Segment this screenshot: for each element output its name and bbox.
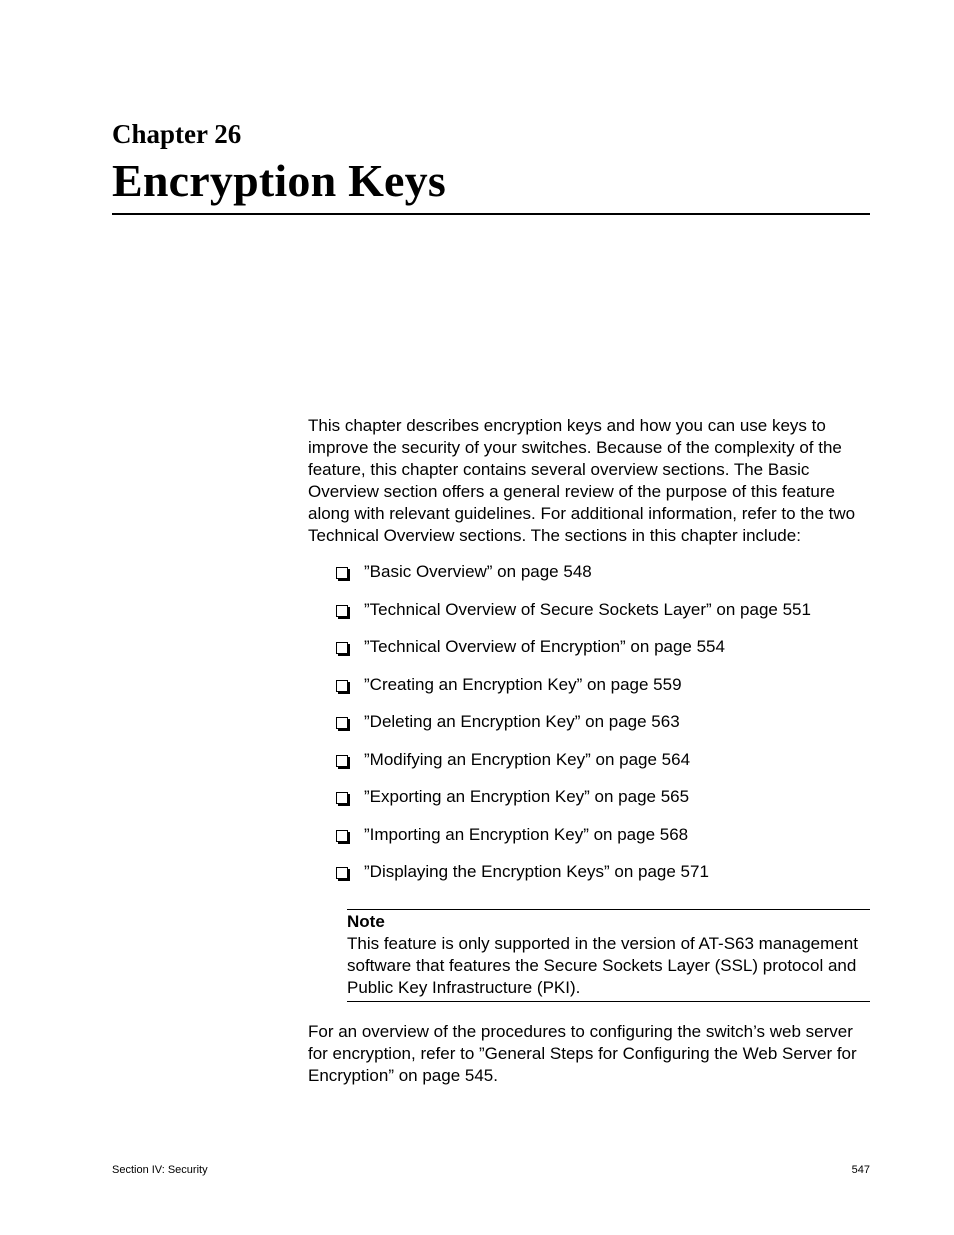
checkbox-bullet-icon (336, 867, 348, 879)
note-box (347, 909, 870, 1002)
section-link[interactable]: ”Exporting an Encryption Key” on page 565 (364, 787, 690, 806)
section-link[interactable]: ”Basic Overview” on page 548 (364, 562, 592, 581)
chapter-title: Encryption Keys (112, 155, 446, 206)
section-link[interactable]: ”Creating an Encryption Key” on page 559 (364, 674, 682, 694)
footer-section-label: Section IV: Security (112, 1164, 208, 1176)
section-list-item[interactable] (336, 561, 811, 599)
note-body: This feature is only supported in the version of AT-S63 management software that features the Secure Sockets Layer (SSL) protocol and Public Key Infrastructure (PKI). (347, 934, 858, 997)
checkbox-bullet-icon (336, 755, 348, 767)
title-rule (112, 213, 870, 215)
chapter-label: Chapter 26 (112, 119, 242, 149)
section-list-item[interactable] (336, 824, 811, 862)
section-list-item[interactable] (336, 861, 811, 899)
section-link[interactable]: ”Displaying the Encryption Keys” on page 571 (364, 862, 709, 881)
section-list-item[interactable] (336, 674, 811, 712)
intro-paragraph: This chapter describes encryption keys and how you can use keys to improve the security of your switches. Because of the complexity of the feature, this chapter contains several overview sections. The Basic Overview section offers a general review of the purpose of this feature along with relevant guidelines. For additional information, refer to the two Technical Overview sections. The sections in this chapter include: (308, 416, 856, 545)
footer-page-number: 547 (851, 1164, 870, 1176)
checkbox-bullet-icon (336, 830, 348, 842)
section-link[interactable]: ”Modifying an Encryption Key” on page 564 (364, 749, 691, 769)
checkbox-bullet-icon (336, 717, 348, 729)
section-list-item[interactable] (336, 749, 811, 787)
section-list-item[interactable] (336, 711, 811, 749)
section-link[interactable]: ”Technical Overview of Encryption” on page 554 (364, 637, 725, 656)
section-list-item[interactable] (336, 786, 811, 824)
section-link[interactable]: ”Deleting an Encryption Key” on page 563 (364, 712, 680, 731)
checkbox-bullet-icon (336, 567, 348, 579)
section-link[interactable]: ”Importing an Encryption Key” on page 568 (364, 824, 689, 844)
section-list (336, 561, 811, 899)
section-list-item[interactable] (336, 599, 811, 637)
outro-paragraph: For an overview of the procedures to configuring the switch’s web server for encryption, refer to ”General Steps for Configuring the Web Server for Encryption” on page 545. (308, 1022, 857, 1085)
section-list-item[interactable] (336, 636, 811, 674)
checkbox-bullet-icon (336, 792, 348, 804)
checkbox-bullet-icon (336, 680, 348, 692)
checkbox-bullet-icon (336, 605, 348, 617)
note-heading: Note (347, 912, 385, 931)
section-link[interactable]: ”Technical Overview of Secure Sockets Layer” on page 551 (364, 599, 811, 619)
checkbox-bullet-icon (336, 642, 348, 654)
